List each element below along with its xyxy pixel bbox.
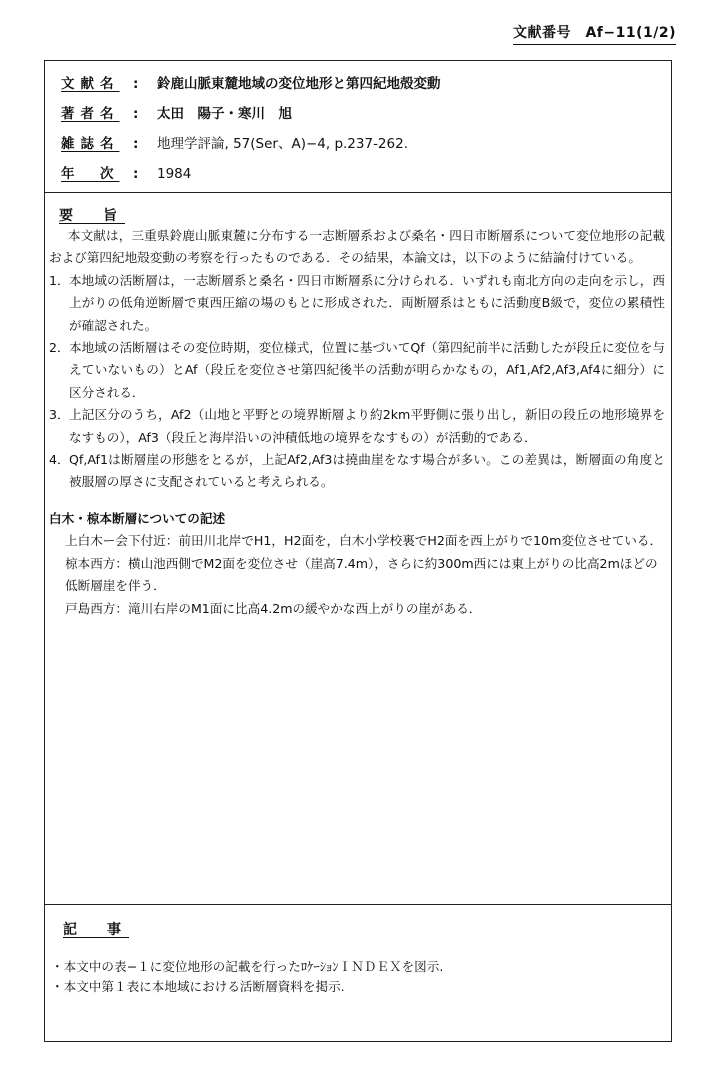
meta-value-journal: 地理学評論, 57(Ser、A)−4, p.237-262.	[157, 136, 408, 152]
meta-value-year: 1984	[157, 166, 192, 182]
notes-section	[45, 905, 671, 1041]
list-item	[49, 270, 665, 337]
fault-description-title: 白木・椋本断層についての記述	[49, 510, 226, 526]
meta-row-journal	[45, 129, 671, 159]
notes-heading: 記 事	[63, 922, 129, 938]
note-item: ・本文中第１表に本地域における活断層資料を掲示.	[51, 979, 345, 994]
bibliographic-info	[45, 61, 671, 193]
list-item-number: 2．	[49, 340, 70, 356]
document-number: 文献番号 Af−11(1/2)	[513, 22, 676, 45]
list-item	[49, 449, 665, 494]
list-item	[49, 337, 665, 404]
list-item-text: 上記区分のうち，Af2（山地と平野との境界断層より約2km平野側に張り出し，新旧の段丘の地形境界をなすもの），Af3（段丘と海岸沿いの沖積低地の境界をなすもの）が活動的である．	[69, 407, 665, 445]
meta-value-authors: 太田 陽子・寒川 旭	[157, 106, 292, 122]
document-sheet	[44, 60, 672, 1042]
meta-colon: :	[133, 166, 139, 182]
list-item-number: 4．	[49, 452, 70, 468]
summary-intro: 本文献は，三重県鈴鹿山脈東麓に分布する一志断層系および桑名・四日市断層系について変位地形の記載および第四紀地殻変動の考察を行ったものである．その結果，本論文は，以下のように結論付けている。	[49, 228, 665, 266]
meta-row-authors	[45, 99, 671, 129]
fault-line: 上白木ー会下付近：前田川北岸でH1，H2面を，白木小学校裏でH2面を西上がりで10m変位させている．	[65, 533, 663, 549]
meta-value-title: 鈴鹿山脈東麓地域の変位地形と第四紀地殻変動	[157, 76, 441, 92]
list-item	[49, 404, 665, 449]
list-item-number: 1．	[49, 272, 70, 288]
summary-heading: 要 旨	[59, 208, 125, 224]
fault-line: 椋本西方：横山池西側でM2面を変位させ（崖高7.4m），さらに約300m西には東上がりの比高2mほどの低断層崖を伴う．	[65, 555, 658, 594]
notes-body	[51, 957, 665, 997]
meta-label-journal: 雑誌名	[61, 136, 120, 152]
list-item-number: 3．	[49, 407, 70, 423]
list-item-text: 本地域の活断層はその変位時期，変位様式，位置に基づいてQf（第四紀前半に活動したが段丘に変位を与えていないもの）とAf（段丘を変位させ第四紀後半の活動が明らかなもの，Af1,Af2,Af3,Af4に細分）に区分される．	[69, 340, 665, 400]
meta-label-year: 年 次	[61, 166, 120, 182]
fault-line: 戸島西方：滝川右岸のM1面に比高4.2mの緩やかな西上がりの崖がある．	[65, 600, 482, 616]
meta-colon: :	[133, 136, 139, 152]
summary-body	[49, 225, 665, 620]
note-item: ・本文中の表−１に変位地形の記載を行ったﾛｹｰｼｮﾝＩＮＤＥＸを図示.	[51, 959, 444, 974]
meta-label-authors: 著者名	[61, 106, 120, 122]
list-item-text: 本地域の活断層は，一志断層系と桑名・四日市断層系に分けられる．いずれも南北方向の走向を示し，西上がりの低角逆断層で東西圧縮の場のもとに形成された．両断層系はともに活動度B級で，変位の累積性が確認された。	[69, 272, 665, 333]
meta-colon: :	[133, 76, 139, 92]
meta-colon: :	[133, 106, 139, 122]
meta-row-title	[45, 69, 671, 99]
summary-section	[45, 193, 671, 905]
meta-row-year	[45, 159, 671, 189]
conclusion-list	[49, 270, 665, 494]
list-item-text: Qf,Af1は断層崖の形態をとるが，上記Af2,Af3は撓曲崖をなす場合が多い。この差異は，断層面の角度と被服層の厚さに支配されていると考えられる。	[69, 452, 665, 490]
fault-description	[49, 508, 665, 620]
meta-label-title: 文献名	[61, 76, 120, 92]
